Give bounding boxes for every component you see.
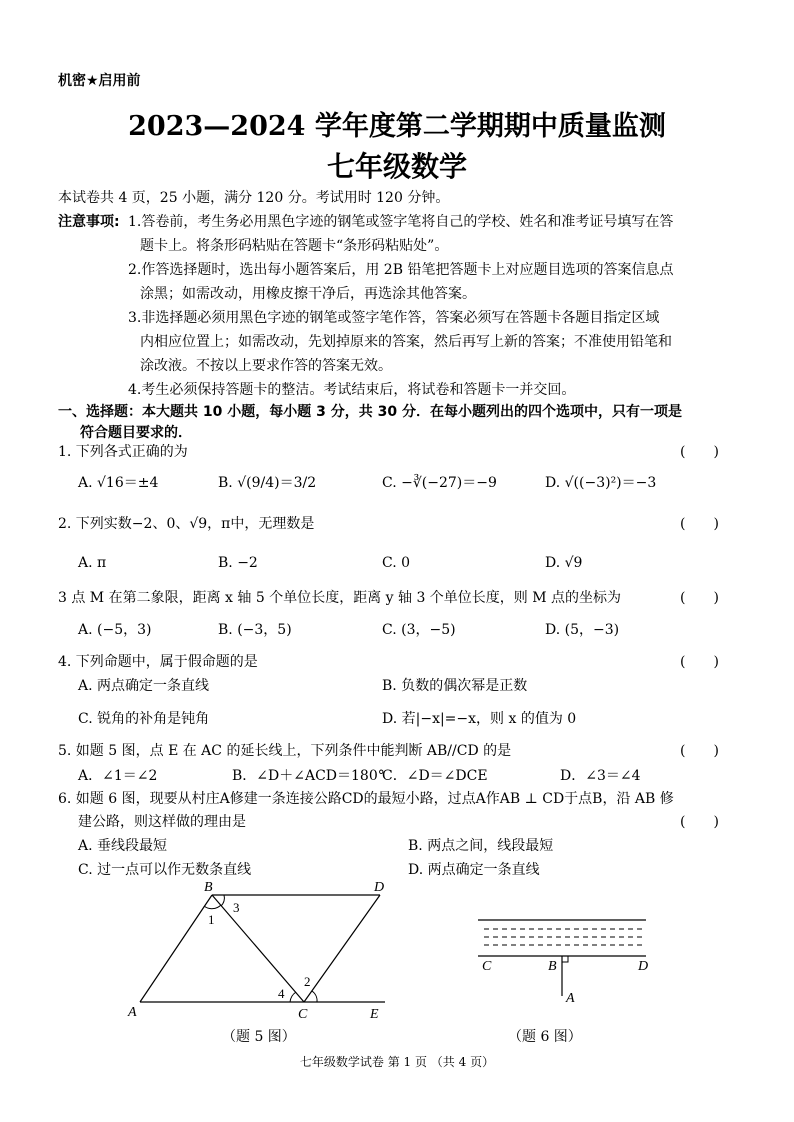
q6-option-b: B. 两点之间，线段最短 bbox=[408, 838, 554, 854]
page-footer: 七年级数学试卷 第 1 页 （共 4 页） bbox=[299, 1055, 495, 1069]
notice-line: 2.作答选择题时，选出每小题答案后，用 2B 铅笔把答题卡上对应题目选项的答案信息点 bbox=[128, 262, 674, 278]
question-2-stem: 2. 下列实数−2、0、√9，π中，无理数是 bbox=[58, 516, 315, 532]
notice-line: 1.答卷前，考生务必用黑色字迹的钢笔或签字笔将自己的学校、姓名和准考证号填写在答 bbox=[128, 214, 674, 230]
q3-option-a: A. (−5，3) bbox=[78, 622, 152, 638]
fig5-label-3: 3 bbox=[233, 900, 240, 915]
q6-option-a: A. 垂线段最短 bbox=[78, 838, 168, 854]
answer-paren: ( ) bbox=[680, 516, 719, 532]
fig5-label-1: 1 bbox=[208, 912, 215, 927]
figure-5 bbox=[120, 878, 400, 1028]
q2-option-b: B. −2 bbox=[218, 555, 258, 571]
q3-option-b: B. (−3，5) bbox=[218, 622, 292, 638]
q2-option-a: A. π bbox=[78, 555, 107, 571]
q2-option-d: D. √9 bbox=[545, 555, 583, 571]
fig6-label-c: C bbox=[482, 959, 492, 974]
question-6-stem-cont: 建公路，则这样做的理由是 bbox=[78, 814, 246, 830]
q6-option-d: D. 两点确定一条直线 bbox=[408, 862, 540, 878]
question-3-stem: 3 点 M 在第二象限，距离 x 轴 5 个单位长度，距离 y 轴 3 个单位长度，则 M 点的坐标为 bbox=[58, 590, 622, 606]
section-heading: 一、选择题：本大题共 10 小题，每小题 3 分，共 30 分．在每小题列出的四个选项中，只有一项是 bbox=[58, 404, 682, 420]
intro-text: 本试卷共 4 页，25 小题，满分 120 分。考试用时 120 分钟。 bbox=[58, 190, 450, 206]
q4-option-b: B. 负数的偶次幂是正数 bbox=[382, 678, 528, 694]
fig5-label-a: A bbox=[128, 1005, 137, 1020]
q2-option-c: C. 0 bbox=[382, 555, 411, 571]
question-4-stem: 4. 下列命题中，属于假命题的是 bbox=[58, 654, 258, 670]
fig6-label-b: B bbox=[548, 959, 557, 974]
fig5-label-2: 2 bbox=[304, 974, 311, 989]
answer-paren: ( ) bbox=[680, 590, 719, 606]
fig6-label-a: A bbox=[566, 991, 575, 1006]
fig5-label-c: C bbox=[298, 1007, 308, 1022]
confidential-mark: 机密★启用前 bbox=[58, 73, 141, 89]
exam-title: 2023—2024 学年度第二学期期中质量监测 bbox=[128, 111, 666, 142]
notice-label: 注意事项: bbox=[58, 214, 120, 230]
fig5-label-b: B bbox=[204, 880, 213, 895]
fig6-label-d: D bbox=[638, 959, 649, 974]
question-6-stem: 6. 如题 6 图，现要从村庄A修建一条连接公路CD的最短小路，过点A作AB ⊥ CD于点B，沿 AB 修 bbox=[58, 791, 674, 807]
q5-option-b: B．∠D＋∠ACD＝180° bbox=[232, 768, 385, 784]
fig5-label-d: D bbox=[374, 880, 385, 895]
figure-5-caption: （题 5 图） bbox=[222, 1029, 296, 1045]
q6-option-c: C. 过一点可以作无数条直线 bbox=[78, 862, 252, 878]
notice-line: 题卡上。将条形码粘贴在答题卡“条形码粘贴处”。 bbox=[140, 238, 449, 254]
notice-line: 涂黑；如需改动，用橡皮擦干净后，再选涂其他答案。 bbox=[140, 286, 476, 302]
fig5-label-4: 4 bbox=[278, 986, 285, 1001]
notice-line: 涂改液。不按以上要求作答的答案无效。 bbox=[140, 358, 392, 374]
question-5-stem: 5. 如题 5 图，点 E 在 AC 的延长线上，下列条件中能判断 AB//CD 的是 bbox=[58, 743, 512, 759]
answer-paren: ( ) bbox=[680, 444, 719, 460]
q4-option-a: A. 两点确定一条直线 bbox=[78, 678, 210, 694]
figure-6 bbox=[470, 910, 660, 1010]
q1-option-c: C. −∛(−27)＝−9 bbox=[382, 475, 497, 491]
fig5-label-e: E bbox=[370, 1007, 379, 1022]
q4-option-d: D. 若|−x|=−x，则 x 的值为 0 bbox=[382, 711, 577, 727]
answer-paren: ( ) bbox=[680, 654, 719, 670]
q1-option-a: A. √16＝±4 bbox=[78, 475, 159, 491]
question-1-stem: 1. 下列各式正确的为 bbox=[58, 444, 188, 460]
answer-paren: ( ) bbox=[680, 743, 719, 759]
q4-option-c: C. 锐角的补角是钝角 bbox=[78, 711, 210, 727]
answer-paren: ( ) bbox=[680, 814, 719, 830]
q3-option-d: D. (5，−3) bbox=[545, 622, 620, 638]
q5-option-d: D．∠3＝∠4 bbox=[560, 768, 641, 784]
section-heading-cont: 符合题目要求的． bbox=[80, 425, 192, 441]
q3-option-c: C. (3，−5) bbox=[382, 622, 456, 638]
q5-option-c: C．∠D＝∠DCE bbox=[382, 768, 488, 784]
q1-option-d: D. √((−3)²)＝−3 bbox=[545, 475, 657, 491]
notice-line: 4.考生必须保持答题卡的整洁。考试结束后，将试卷和答题卡一并交回。 bbox=[128, 382, 576, 398]
notice-line: 内相应位置上；如需改动，先划掉原来的答案，然后再写上新的答案；不准使用铅笔和 bbox=[140, 334, 672, 350]
notice-line: 3.非选择题必须用黑色字迹的钢笔或签字笔作答，答案必须写在答题卡各题目指定区域 bbox=[128, 310, 660, 326]
q1-option-b: B. √(9/4)＝3/2 bbox=[218, 475, 317, 491]
q5-option-a: A．∠1＝∠2 bbox=[78, 768, 158, 784]
figure-6-caption: （题 6 图） bbox=[508, 1029, 582, 1045]
exam-subtitle: 七年级数学 bbox=[326, 150, 467, 183]
